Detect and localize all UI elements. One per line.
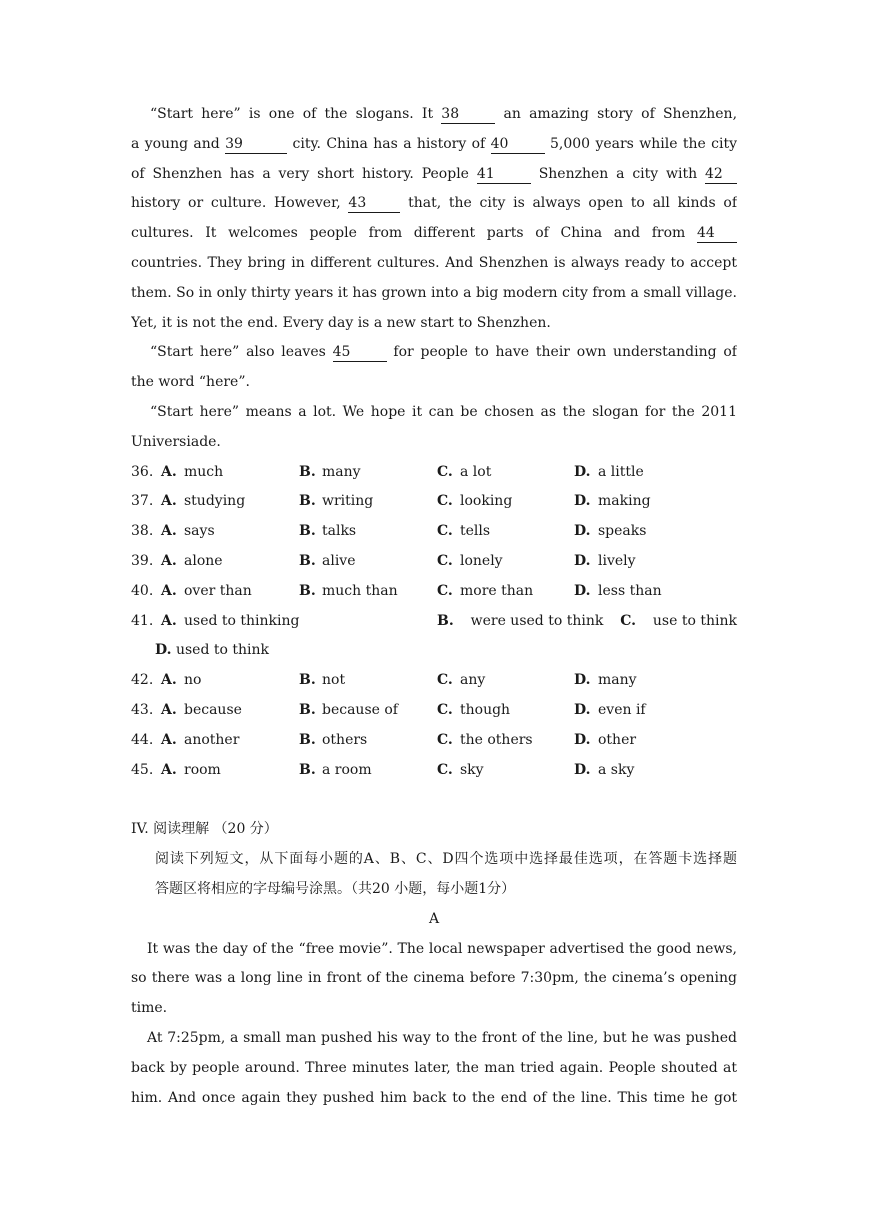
part-title: A	[428, 910, 440, 927]
blank-39: 39	[225, 135, 287, 154]
question-45: 45. A. room B. a room C. sky D. a sky	[131, 761, 635, 778]
passage-line: cultures. It welcomes people from different parts of China and from 44	[131, 219, 737, 249]
passage-line: countries. They bring in different cultures. And Shenzhen is always ready to accept	[131, 254, 737, 271]
question-40: 40. A. over than B. much than C. more than D. less than	[131, 582, 662, 599]
passage-line: “Start here” is one of the slogans. It 38 an amazing story of Shenzhen,	[150, 106, 737, 122]
passage-line: them. So in only thirty years it has grown into a big modern city from a small village.	[131, 284, 737, 301]
blank-43: 43	[348, 194, 400, 213]
passage-line: history or culture. However, 43 that, the city is always open to all kinds of	[131, 195, 737, 212]
question-41: 41. A. used to thinking B. were used to think C. use to think	[131, 612, 737, 629]
blank-41: 41	[477, 165, 531, 184]
passage-a-line: so there was a long line in front of the cinema before 7:30pm, the cinema’s opening	[131, 970, 737, 987]
question-43: 43. A. because B. because of C. though D. even if	[131, 701, 646, 718]
passage-a-line: him. And once again they pushed him back to the end of the line. This time he got	[131, 1089, 737, 1106]
blank-42: 42	[705, 165, 737, 184]
blank-45: 45	[333, 343, 387, 362]
spacer	[131, 785, 737, 815]
question-44: 44. A. another B. others C. the others D. other	[131, 731, 637, 748]
blank-44: 44	[697, 224, 737, 243]
passage-line: Yet, it is not the end. Every day is a new start to Shenzhen.	[131, 314, 551, 331]
blank-40: 40	[491, 135, 545, 154]
question-42: 42. A. no B. not C. any D. many	[131, 672, 637, 689]
passage-line: of Shenzhen has a very short history. People 41 Shenzhen a city with 42	[131, 160, 737, 190]
section-instructions: 答题区将相应的字母编号涂黑。（共20 小题，每小题1分）	[155, 880, 516, 897]
section-instructions: 阅读下列短文，从下面每小题的A、B、C、D四个选项中选择最佳选项，在答题卡选择题	[155, 851, 737, 868]
passage-a-line: It was the day of the “free movie”. The local newspaper advertised the good news,	[147, 940, 737, 957]
blank-38: 38	[441, 105, 495, 124]
passage-a-line: back by people around. Three minutes later, the man tried again. People shouted at	[131, 1059, 737, 1076]
question-41-cont: D. used to think	[155, 642, 269, 659]
passage-line: “Start here” means a lot. We hope it can be chosen as the slogan for the 2011	[150, 403, 737, 420]
passage-a-line: time.	[131, 1000, 168, 1017]
question-37: 37. A. studying B. writing C. looking D. making	[131, 493, 651, 510]
passage-line: a young and 39 city. China has a history of 40 5,000 years while the city	[131, 135, 737, 152]
section-heading: IV. 阅读理解 （20 分）	[131, 821, 278, 838]
passage-line: the word “here”.	[131, 374, 250, 391]
passage-line: Universiade.	[131, 433, 221, 450]
exam-page	[131, 100, 737, 1113]
passage-line: “Start here” also leaves 45 for people to have their own understanding of	[150, 344, 737, 361]
question-36: 36. A. much B. many C. a lot D. a little	[131, 463, 644, 480]
question-38: 38. A. says B. talks C. tells D. speaks	[131, 523, 647, 540]
passage-a-line: At 7:25pm, a small man pushed his way to the front of the line, but he was pushed	[147, 1029, 737, 1046]
question-39: 39. A. alone B. alive C. lonely D. lively	[131, 552, 636, 569]
